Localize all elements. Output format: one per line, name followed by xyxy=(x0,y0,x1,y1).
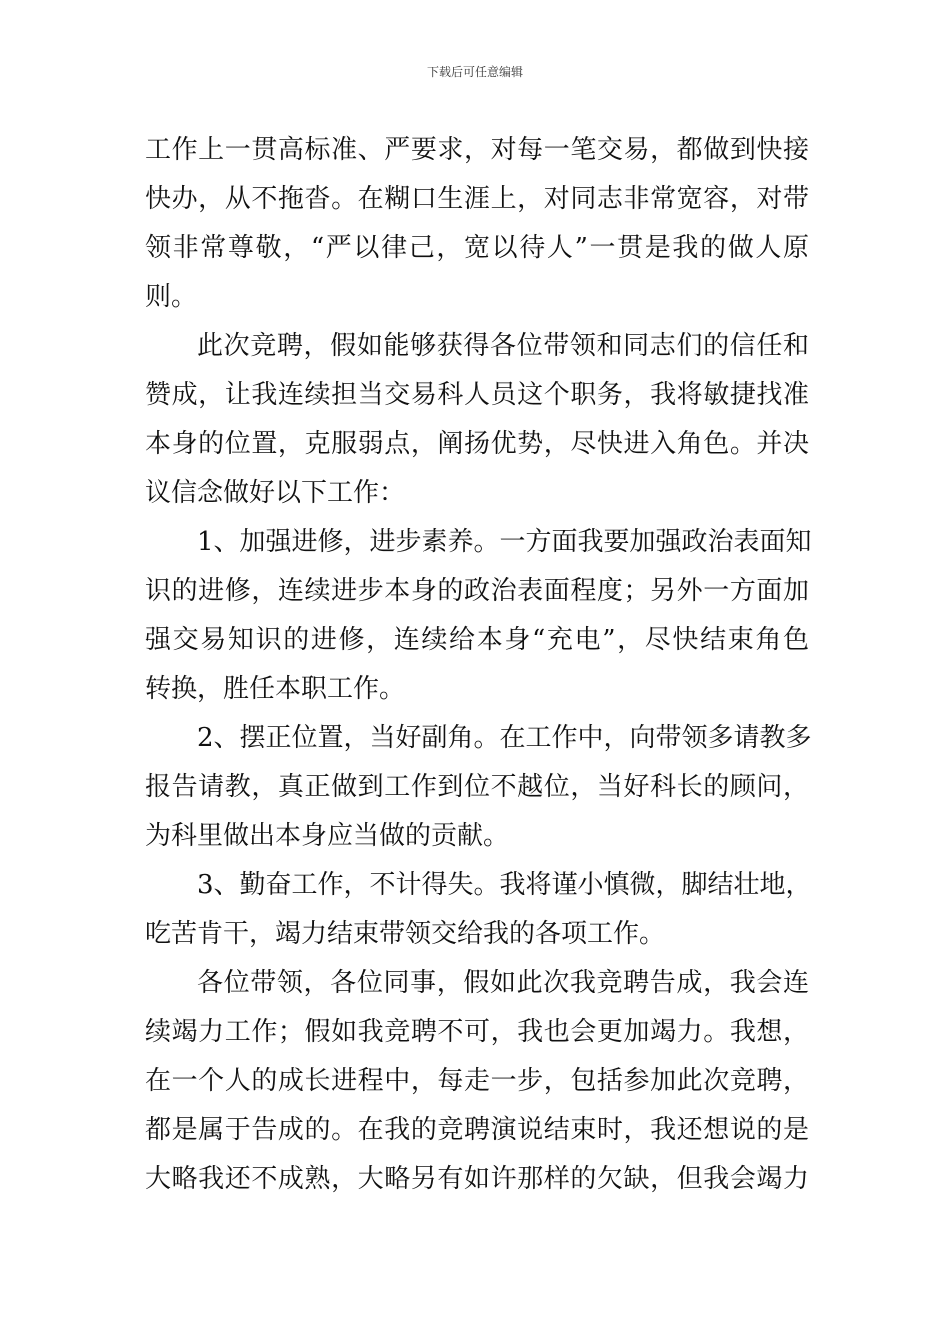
text-line: 识的进修，连续进步本身的政治表面程度；另外一方面加 xyxy=(145,576,809,606)
text-line: 吃苦肯干，竭力结束带领交给我的各项工作。 xyxy=(145,919,666,949)
text-line: 赞成，让我连续担当交易科人员这个职务，我将敏捷找准 xyxy=(145,380,809,410)
text-line: 报告请教，真正做到工作到位不越位，当好科长的顾问， xyxy=(145,772,809,802)
text-line: 在一个人的成长进程中，每走一步，包括参加此次竞聘， xyxy=(145,1066,809,1096)
text-line: 此次竞聘，假如能够获得各位带领和同志们的信任和 xyxy=(197,331,809,361)
text-line: 议信念做好以下工作： xyxy=(145,478,406,508)
document-body xyxy=(145,126,812,1204)
text-line: 转换，胜任本职工作。 xyxy=(145,674,406,704)
page-header: 下载后可任意编辑 xyxy=(426,65,523,79)
text-line: 3、勤奋工作，不计得失。我将谨小慎微，脚结壮地， xyxy=(197,870,812,900)
text-line: 则。 xyxy=(145,282,198,312)
text-line: 本身的位置，克服弱点，阐扬优势，尽快进入角色。并决 xyxy=(145,429,809,459)
text-line: 2、摆正位置，当好副角。在工作中，向带领多请教多 xyxy=(197,723,812,753)
text-line: 工作上一贯高标准、严要求，对每一笔交易，都做到快接 xyxy=(145,135,809,165)
text-line: 领非常尊敬，“严以律己，宽以待人”一贯是我的做人原 xyxy=(145,233,809,263)
text-line: 大略我还不成熟，大略另有如许那样的欠缺，但我会竭力 xyxy=(145,1164,809,1194)
text-line: 各位带领，各位同事，假如此次我竞聘告成，我会连 xyxy=(197,968,809,998)
text-line: 强交易知识的进修，连续给本身“充电”，尽快结束角色 xyxy=(145,625,809,655)
text-line: 都是属于告成的。在我的竞聘演说结束时，我还想说的是 xyxy=(145,1115,809,1145)
text-line: 为科里做出本身应当做的贡献。 xyxy=(145,821,510,851)
text-line: 1、加强进修，进步素养。一方面我要加强政治表面知 xyxy=(197,527,812,557)
text-line: 快办，从不拖沓。在糊口生涯上，对同志非常宽容，对带 xyxy=(145,184,809,214)
text-line: 续竭力工作；假如我竞聘不可，我也会更加竭力。我想， xyxy=(145,1017,809,1047)
